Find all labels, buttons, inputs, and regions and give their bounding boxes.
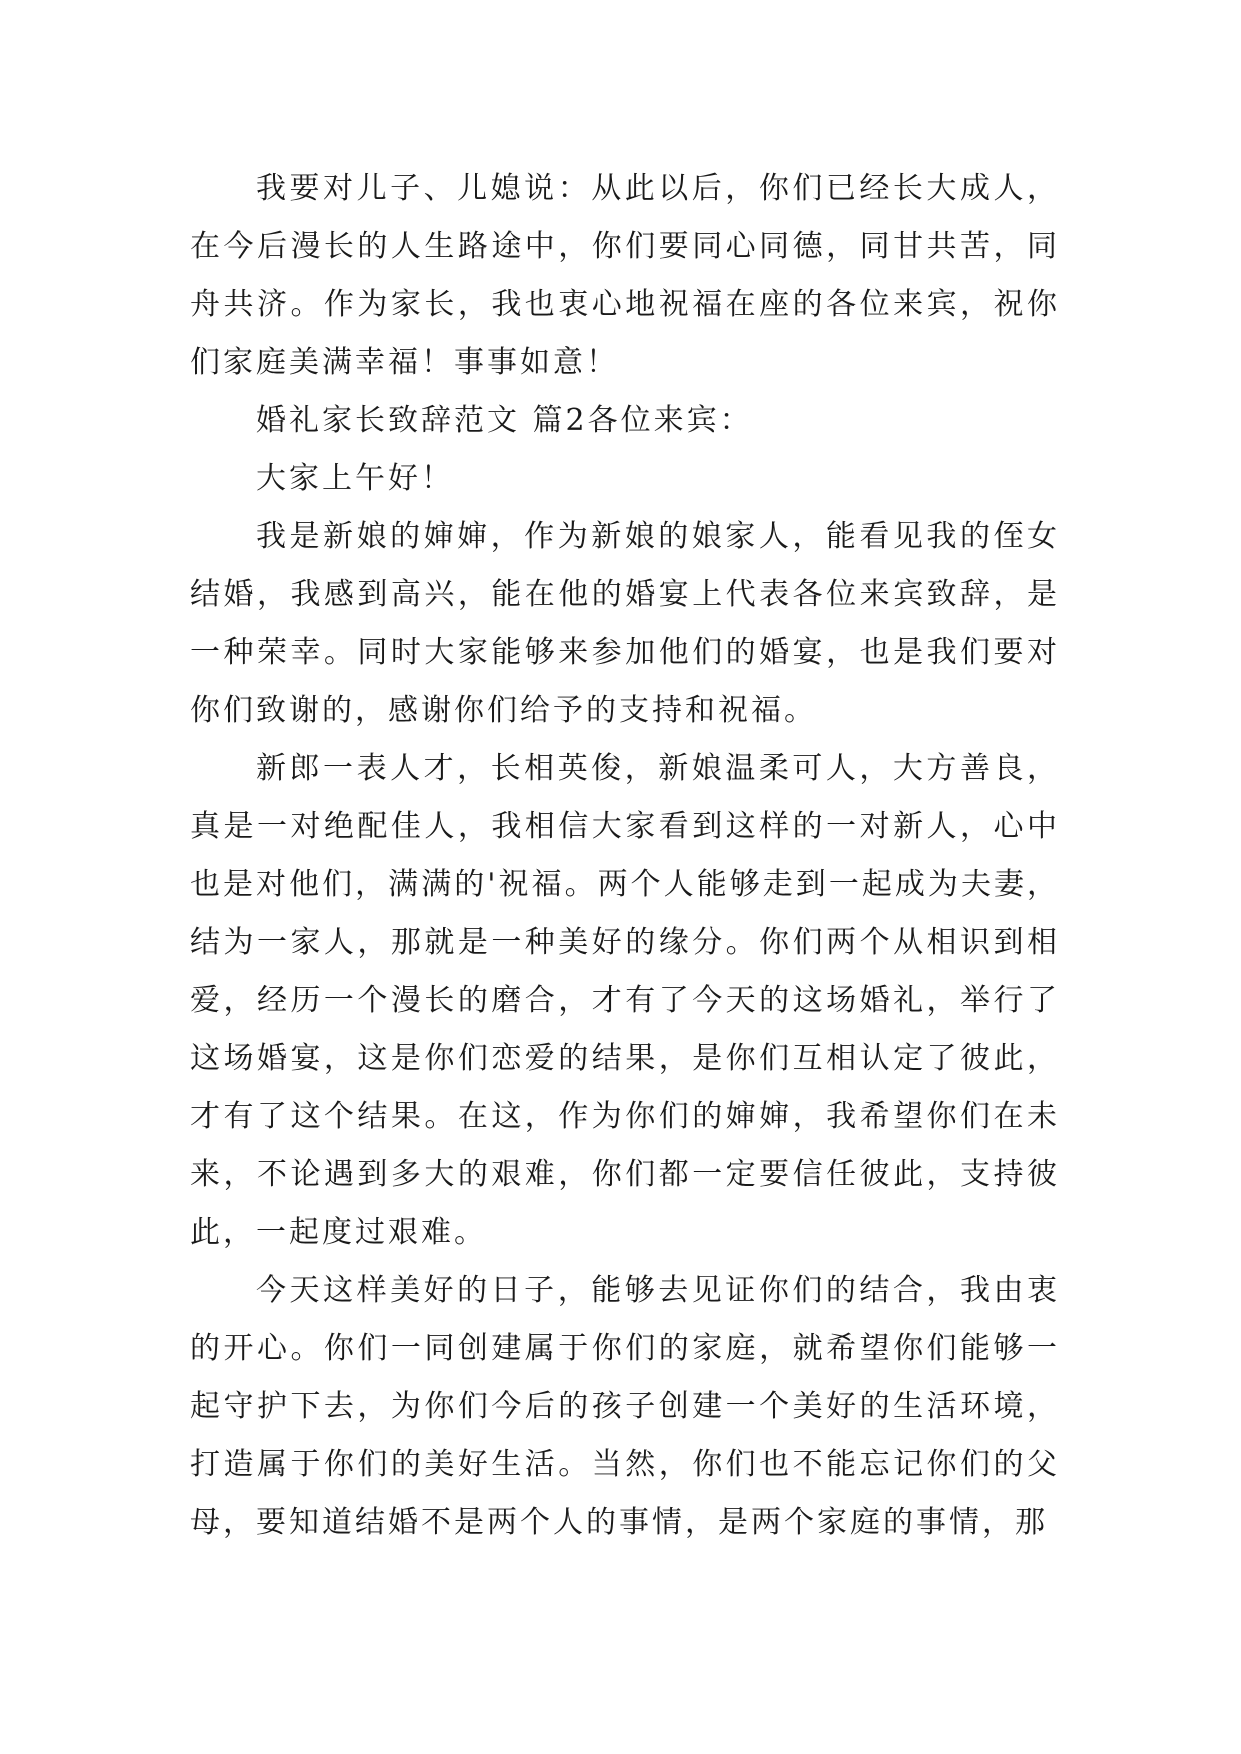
paragraph: 我要对儿子、儿媳说：从此以后，你们已经长大成人，在今后漫长的人生路途中，你们要同心同德，同甘共苦，同舟共济。作为家长，我也衷心地祝福在座的各位来宾，祝你们家庭美满幸福！事事如意！	[190, 171, 1060, 380]
paragraph: 今天这样美好的日子，能够去见证你们的结合，我由衷的开心。你们一同创建属于你们的家庭，就希望你们能够一起守护下去，为你们今后的孩子创建一个美好的生活环境，打造属于你们的美好生活。当然，你们也不能忘记你们的父母，要知道结婚不是两个人的事情，是两个家庭的事情，那	[190, 1273, 1060, 1540]
document-body	[190, 160, 1060, 1552]
section-heading: 婚礼家长致辞范文 篇2各位来宾：	[256, 403, 753, 438]
paragraph: 新郎一表人才，长相英俊，新娘温柔可人，大方善良，真是一对绝配佳人，我相信大家看到这样的一对新人，心中也是对他们，满满的'祝福。两个人能够走到一起成为夫妻，结为一家人，那就是一种美好的缘分。你们两个从相识到相爱，经历一个漫长的磨合，才有了今天的这场婚礼，举行了这场婚宴，这是你们恋爱的结果，是你们互相认定了彼此，才有了这个结果。在这，作为你们的婶婶，我希望你们在未来，不论遇到多大的艰难，你们都一定要信任彼此，支持彼此，一起度过艰难。	[190, 751, 1060, 1250]
paragraph: 我是新娘的婶婶，作为新娘的娘家人，能看见我的侄女结婚，我感到高兴，能在他的婚宴上代表各位来宾致辞，是一种荣幸。同时大家能够来参加他们的婚宴，也是我们要对你们致谢的，感谢你们给予的支持和祝福。	[190, 519, 1060, 728]
greeting: 大家上午好！	[256, 461, 454, 496]
